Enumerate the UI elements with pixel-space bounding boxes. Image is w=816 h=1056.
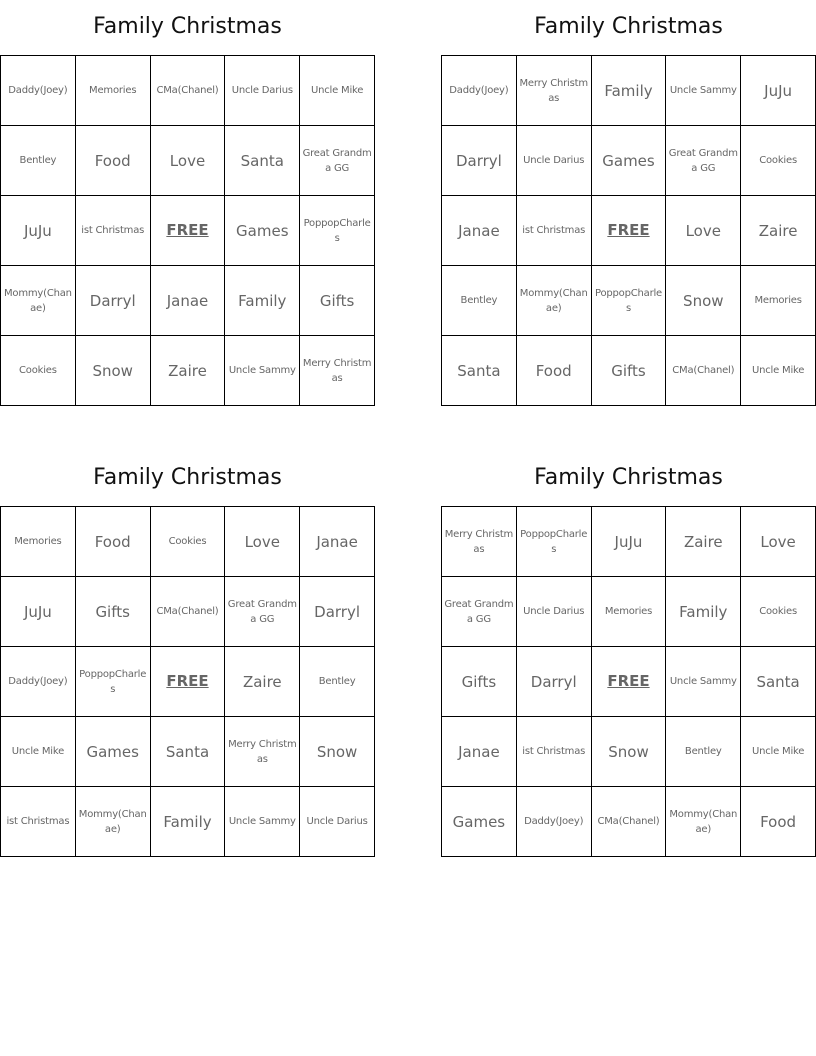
bingo-cell	[225, 196, 300, 266]
bingo-cell	[517, 336, 592, 406]
bingo-cell	[76, 266, 151, 336]
bingo-cell	[517, 507, 592, 577]
cell-label: Cookies	[759, 155, 797, 166]
bingo-cell	[151, 126, 226, 196]
cell-label: Uncle Darius	[231, 85, 293, 96]
bingo-cell	[741, 196, 816, 266]
cell-label: Bentley	[318, 676, 356, 687]
bingo-cell	[225, 126, 300, 196]
bingo-cell	[666, 126, 741, 196]
bingo-cell	[151, 507, 226, 577]
cell-label: JuJu	[764, 81, 793, 100]
cell-label: PoppopCharles	[520, 528, 588, 555]
cell-label: Family	[163, 812, 212, 831]
bingo-cell	[151, 577, 226, 647]
bingo-cell	[517, 196, 592, 266]
bingo-cell	[666, 56, 741, 126]
cell-label: Bentley	[19, 155, 57, 166]
cell-label: Snow	[683, 291, 724, 310]
bingo-cell	[1, 647, 76, 717]
bingo-cell	[517, 56, 592, 126]
cell-label: Merry Christmas	[228, 738, 297, 765]
cell-label: Games	[452, 812, 506, 831]
bingo-cell	[76, 507, 151, 577]
cell-label: FREE	[607, 672, 650, 690]
cell-label: Games	[602, 151, 655, 170]
bingo-cell	[151, 787, 226, 857]
bingo-cell	[517, 126, 592, 196]
cell-label: Daddy(Joey)	[449, 85, 509, 96]
bingo-cell	[592, 577, 667, 647]
cell-label: FREE	[166, 672, 209, 690]
cell-label: Uncle Darius	[523, 606, 585, 617]
bingo-cell	[300, 577, 375, 647]
cell-label: Janae	[166, 291, 209, 310]
bingo-cell	[300, 717, 375, 787]
cell-label: Uncle Mike	[751, 746, 805, 757]
cell-label: ist Christmas	[6, 816, 70, 827]
bingo-card-1	[0, 0, 375, 406]
bingo-cell	[741, 507, 816, 577]
cell-label: Great Grandma GG	[444, 598, 514, 625]
cell-label: Darryl	[314, 602, 361, 621]
cell-label: Uncle Darius	[523, 155, 585, 166]
cell-label: ist Christmas	[522, 746, 586, 757]
cell-label: Mommy(Chanae)	[519, 287, 588, 314]
bingo-cell	[1, 577, 76, 647]
bingo-cell	[1, 56, 76, 126]
bingo-cell	[442, 56, 517, 126]
bingo-cell	[300, 647, 375, 717]
cell-label: Zaire	[758, 221, 798, 240]
cell-label: Zaire	[168, 361, 207, 380]
bingo-cell	[225, 647, 300, 717]
bingo-card-4	[441, 451, 816, 857]
bingo-cell	[151, 56, 226, 126]
bingo-cell	[1, 336, 76, 406]
cell-label: Food	[535, 361, 572, 380]
bingo-cell	[741, 126, 816, 196]
bingo-cell	[442, 196, 517, 266]
cell-label: Uncle Sammy	[669, 676, 737, 687]
free-space-cell	[151, 196, 226, 266]
bingo-cell	[76, 787, 151, 857]
cell-label: Santa	[756, 672, 800, 691]
cell-label: Mommy(Chanae)	[669, 808, 738, 835]
bingo-cell	[666, 196, 741, 266]
bingo-grid	[441, 506, 816, 857]
cell-label: Gifts	[319, 291, 355, 310]
cell-label: Merry Christmas	[444, 528, 514, 555]
bingo-cell	[76, 717, 151, 787]
cell-label: CMa(Chanel)	[156, 85, 219, 96]
bingo-cell	[666, 647, 741, 717]
cell-label: Merry Christmas	[519, 77, 588, 104]
bingo-cell	[741, 577, 816, 647]
bingo-cell	[225, 336, 300, 406]
free-space-cell	[592, 196, 667, 266]
cell-label: Love	[169, 151, 206, 170]
bingo-cell	[300, 266, 375, 336]
cell-label: Cookies	[168, 536, 207, 547]
bingo-cell	[666, 577, 741, 647]
bingo-cell	[300, 336, 375, 406]
cell-label: Janae	[458, 221, 500, 240]
bingo-cell	[592, 717, 667, 787]
cell-label: Great Grandma GG	[302, 147, 372, 174]
bingo-cell	[76, 336, 151, 406]
bingo-cell	[741, 56, 816, 126]
bingo-cell	[225, 507, 300, 577]
bingo-cell	[666, 266, 741, 336]
free-space-cell	[151, 647, 226, 717]
bingo-cell	[76, 56, 151, 126]
cell-label: Family	[604, 81, 653, 100]
bingo-cell	[225, 56, 300, 126]
bingo-cell	[666, 787, 741, 857]
cell-label: JuJu	[614, 532, 643, 551]
cell-label: Uncle Mike	[310, 85, 364, 96]
bingo-cell	[592, 507, 667, 577]
bingo-cell	[225, 577, 300, 647]
cell-label: Daddy(Joey)	[524, 816, 584, 827]
bingo-cell	[741, 787, 816, 857]
cell-label: Bentley	[684, 746, 722, 757]
bingo-cell	[442, 266, 517, 336]
free-space-cell	[592, 647, 667, 717]
cell-label: Snow	[608, 742, 649, 761]
card-title: Family Christmas	[534, 14, 723, 39]
cell-label: Snow	[92, 361, 133, 380]
bingo-cell	[151, 717, 226, 787]
bingo-cell	[741, 717, 816, 787]
cell-label: Games	[86, 742, 139, 761]
bingo-cell	[76, 577, 151, 647]
bingo-cell	[1, 196, 76, 266]
cell-label: FREE	[607, 221, 650, 239]
cell-label: Uncle Sammy	[228, 816, 296, 827]
cell-label: Great Grandma GG	[668, 147, 738, 174]
cell-label: Food	[94, 532, 131, 551]
cell-label: Daddy(Joey)	[8, 676, 68, 687]
bingo-cell	[666, 717, 741, 787]
cell-label: Love	[760, 532, 796, 551]
bingo-cell	[592, 787, 667, 857]
bingo-cell	[442, 507, 517, 577]
cell-label: Uncle Sammy	[228, 365, 296, 376]
cell-label: Memories	[604, 606, 653, 617]
bingo-cell	[442, 336, 517, 406]
bingo-cell	[151, 336, 226, 406]
bingo-card-2	[441, 0, 816, 406]
cell-label: Great Grandma GG	[227, 598, 297, 625]
bingo-cell	[225, 717, 300, 787]
bingo-cell	[1, 507, 76, 577]
cell-label: Bentley	[460, 295, 498, 306]
cell-label: CMa(Chanel)	[597, 816, 660, 827]
cell-label: ist Christmas	[522, 225, 586, 236]
bingo-cell	[300, 196, 375, 266]
cell-label: Santa	[165, 742, 210, 761]
bingo-cell	[300, 507, 375, 577]
bingo-grid	[0, 55, 375, 406]
bingo-cell	[442, 577, 517, 647]
bingo-grid	[0, 506, 375, 857]
bingo-cell	[666, 336, 741, 406]
bingo-cell	[442, 787, 517, 857]
cell-label: Food	[760, 812, 797, 831]
cell-label: ist Christmas	[81, 225, 145, 236]
cell-label: CMa(Chanel)	[672, 365, 735, 376]
bingo-cell	[300, 787, 375, 857]
bingo-cell	[741, 266, 816, 336]
cell-label: Merry Christmas	[302, 357, 372, 384]
cell-label: Cookies	[19, 365, 57, 376]
bingo-cell	[517, 717, 592, 787]
cell-label: Games	[236, 221, 289, 240]
bingo-cell	[1, 126, 76, 196]
cell-label: Darryl	[455, 151, 502, 170]
bingo-cell	[517, 787, 592, 857]
cell-label: Memories	[754, 295, 802, 306]
cell-label: Gifts	[611, 361, 646, 380]
cell-label: Janae	[458, 742, 500, 761]
bingo-cell	[76, 647, 151, 717]
cell-label: FREE	[166, 221, 209, 239]
card-title: Family Christmas	[93, 14, 282, 39]
cell-label: Cookies	[759, 606, 797, 617]
cell-label: Uncle Mike	[751, 365, 805, 376]
card-title: Family Christmas	[93, 465, 282, 490]
cell-label: Daddy(Joey)	[8, 85, 68, 96]
bingo-cell	[442, 647, 517, 717]
cell-label: Gifts	[461, 672, 497, 691]
cell-label: JuJu	[23, 602, 52, 621]
cell-label: Zaire	[683, 532, 723, 551]
bingo-cell	[300, 56, 375, 126]
bingo-cell	[225, 787, 300, 857]
bingo-cell	[517, 577, 592, 647]
cell-label: Family	[238, 291, 287, 310]
bingo-cell	[666, 507, 741, 577]
bingo-cell	[442, 126, 517, 196]
bingo-cell	[225, 266, 300, 336]
cell-label: PoppopCharles	[594, 287, 663, 314]
bingo-cell	[592, 266, 667, 336]
cell-label: Mommy(Chanae)	[3, 287, 72, 314]
cell-label: Gifts	[95, 602, 130, 621]
bingo-cell	[517, 647, 592, 717]
cell-label: Food	[94, 151, 131, 170]
cell-label: Love	[244, 532, 280, 551]
bingo-cell	[1, 787, 76, 857]
cell-label: Uncle Sammy	[669, 85, 737, 96]
bingo-cell	[517, 266, 592, 336]
cell-label: Memories	[14, 536, 62, 547]
bingo-cell	[300, 126, 375, 196]
cell-label: PoppopCharles	[303, 217, 371, 244]
bingo-cell	[442, 717, 517, 787]
cell-label: Santa	[457, 361, 501, 380]
bingo-cell	[1, 266, 76, 336]
cell-label: Love	[685, 221, 721, 240]
cell-label: Uncle Mike	[11, 746, 65, 757]
bingo-cell	[151, 266, 226, 336]
cell-label: Darryl	[89, 291, 136, 310]
cell-label: Mommy(Chanae)	[78, 808, 147, 835]
bingo-cell	[76, 126, 151, 196]
bingo-cell	[1, 717, 76, 787]
cell-label: Family	[679, 602, 728, 621]
cell-label: CMa(Chanel)	[156, 606, 219, 617]
bingo-cell	[741, 647, 816, 717]
cell-label: Snow	[316, 742, 358, 761]
cell-label: Zaire	[242, 672, 282, 691]
bingo-cell	[592, 126, 667, 196]
cell-label: JuJu	[23, 221, 52, 240]
bingo-cell	[592, 56, 667, 126]
bingo-cell	[741, 336, 816, 406]
cell-label: Darryl	[530, 672, 577, 691]
cell-label: Santa	[240, 151, 284, 170]
cell-label: Janae	[316, 532, 358, 551]
cell-label: Memories	[89, 85, 137, 96]
cell-label: PoppopCharles	[79, 668, 147, 695]
bingo-cell	[76, 196, 151, 266]
bingo-grid	[441, 55, 816, 406]
bingo-cell	[592, 336, 667, 406]
bingo-card-3	[0, 451, 375, 857]
cell-label: Uncle Darius	[306, 816, 368, 827]
card-title: Family Christmas	[534, 465, 723, 490]
